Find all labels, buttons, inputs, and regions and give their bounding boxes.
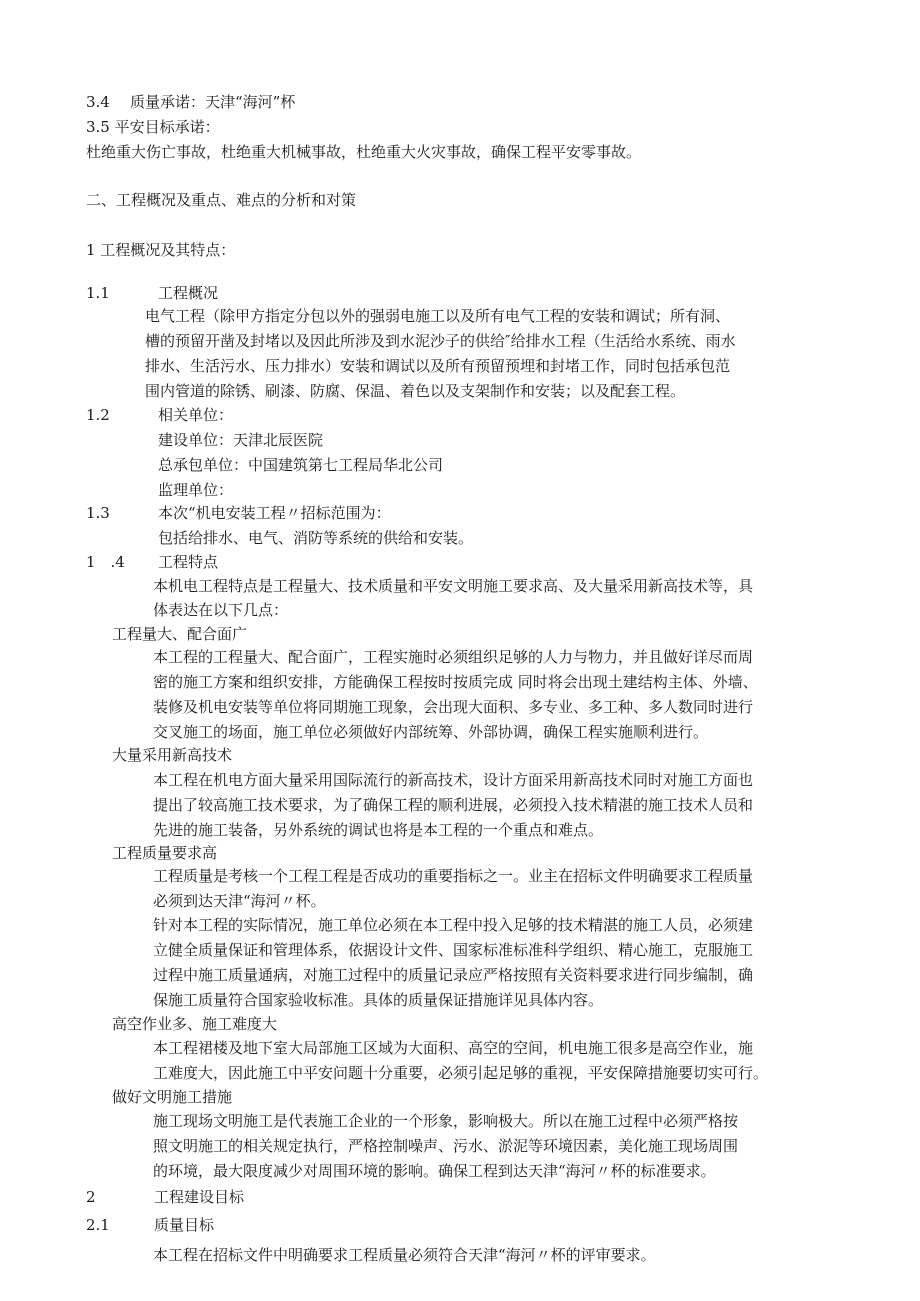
civilized-paragraph-line: 施工现场文明施工是代表施工企业的一个形象，影响极大。所以在施工过程中必须严格按: [153, 1112, 739, 1130]
subheading-civilized: 做好文明施工措施: [112, 1088, 233, 1106]
section-number-2: 2: [86, 1188, 96, 1206]
overview-paragraph-line: 槽的预留开凿及封堵以及因此所涉及到水泥沙子的供给″给排水工程（生活给水系统、雨水: [145, 332, 736, 350]
section-2-1-title: 质量目标: [154, 1216, 215, 1234]
supervision-unit: 监理单位：: [158, 481, 234, 499]
section-number-3-4: 3.4: [86, 93, 110, 111]
quality-paragraph-line: 保施工质量符合国家验收标准。具体的质量保证措施详见具体内容。: [153, 991, 604, 1009]
section-1-2-title: 相关单位：: [158, 406, 234, 424]
subheading-technology: 大量采用新高技术: [112, 746, 233, 764]
safety-goal-heading: 3.5 平安目标承诺：: [86, 118, 220, 136]
quality-commitment: 质量承诺：天津“海河”杯: [130, 93, 296, 111]
subheading-workload: 工程量大、配合面广: [112, 625, 248, 643]
section-1-4-title: 工程特点: [158, 553, 219, 571]
workload-paragraph-line: 交叉施工的场面，施工单位必须做好内部统筹、外部协调，确保工程实施顺利进行。: [153, 723, 709, 741]
features-intro-line: 体表达在以下几点：: [153, 601, 289, 619]
section-number-1-1: 1.1: [86, 284, 110, 302]
section-1-3-title: 本次“机电安装工程〃招标范围为：: [158, 504, 391, 522]
section-1-heading: 1 工程概况及其特点：: [86, 241, 236, 259]
workload-paragraph-line: 本工程的工程量大、配合面广，工程实施时必须组织足够的人力与物力，并且做好详尽而周: [153, 648, 754, 666]
quality-goal-text: 本工程在招标文件中明确要求工程质量必须符合天津“海河〃杯的评审要求。: [153, 1246, 656, 1264]
section-number-1-4: 1 .4: [86, 553, 125, 571]
workload-paragraph-line: 装修及机电安装等单位将同期施工现象，会出现大面积、多专业、多工种、多人数同时进行: [153, 698, 754, 716]
section-number-1-3: 1.3: [86, 504, 110, 522]
overview-paragraph-line: 电气工程（除甲方指定分包以外的强弱电施工以及所有电气工程的安装和调试；所有洞、: [145, 307, 731, 325]
subheading-height-work: 高空作业多、施工难度大: [112, 1015, 278, 1033]
technology-paragraph-line: 先进的施工装备，另外系统的调试也将是本工程的一个重点和难点。: [153, 821, 604, 839]
civilized-paragraph-line: 照文明施工的相关规定执行，严格控制噪声、污水、淤泥等环境因素，美化施工现场周围: [153, 1137, 739, 1155]
chapter-heading: 二、工程概况及重点、难点的分析和对策: [86, 191, 357, 209]
construction-unit: 建设单位：天津北辰医院: [158, 431, 324, 449]
quality-paragraph-line: 工程质量是考核一个工程工程是否成功的重要指标之一。业主在招标文件明确要求工程质量: [153, 867, 754, 885]
scope-text: 包括给排水、电气、消防等系统的供给和安装。: [158, 529, 474, 547]
workload-paragraph-line: 密的施工方案和组织安排，方能确保工程按时按质完成 同时将会出现土建结构主体、外墙、: [153, 673, 758, 691]
section-number-1-2: 1.2: [86, 406, 110, 424]
subheading-quality: 工程质量要求高: [112, 844, 218, 862]
features-intro-line: 本机电工程特点是工程量大、技术质量和平安文明施工要求高、及大量采用新高技术等，具: [153, 577, 754, 595]
section-number-2-1: 2.1: [86, 1216, 110, 1234]
technology-paragraph-line: 本工程在机电方面大量采用国际流行的新高技术，设计方面采用新高技术同时对施工方面也: [153, 771, 754, 789]
safety-goal-text: 杜绝重大伤亡事故，杜绝重大机械事故，杜绝重大火灾事故，确保工程平安零事故。: [86, 143, 642, 161]
section-1-1-title: 工程概况: [158, 284, 219, 302]
overview-paragraph-line: 围内管道的除锈、刷漆、防腐、保温、着色以及支架制作和安装；以及配套工程。: [145, 382, 686, 400]
height-work-paragraph-line: 工难度大，因此施工中平安问题十分重要，必须引起足够的重视，平安保障措施要切实可行。: [153, 1064, 769, 1082]
quality-paragraph-line: 立健全质量保证和管理体系，依据设计文件、国家标准标准科学组织、精心施工，克服施工: [153, 941, 754, 959]
technology-paragraph-line: 提出了较高施工技术要求，为了确保工程的顺利进展，必须投入技术精湛的施工技术人员和: [153, 796, 754, 814]
general-contractor: 总承包单位：中国建筑第七工程局华北公司: [158, 456, 444, 474]
overview-paragraph-line: 排水、生活污水、压力排水）安装和调试以及所有预留预埋和封堵工作，同时包括承包范: [145, 357, 731, 375]
section-2-title: 工程建设目标: [154, 1188, 245, 1206]
quality-paragraph-line: 针对本工程的实际情况，施工单位必须在本工程中投入足够的技术精湛的施工人员，必须建: [153, 916, 754, 934]
quality-paragraph-line: 必须到达天津“海河〃杯。: [153, 892, 326, 910]
quality-paragraph-line: 过程中施工质量通病，对施工过程中的质量记录应严格按照有关资料要求进行同步编制，确: [153, 966, 754, 984]
height-work-paragraph-line: 本工程裙楼及地下室大局部施工区域为大面积、高空的空间，机电施工很多是高空作业，施: [153, 1039, 754, 1057]
civilized-paragraph-line: 的环境，最大限度减少对周围环境的影响。确保工程到达天津“海河〃杯的标准要求。: [153, 1162, 716, 1180]
